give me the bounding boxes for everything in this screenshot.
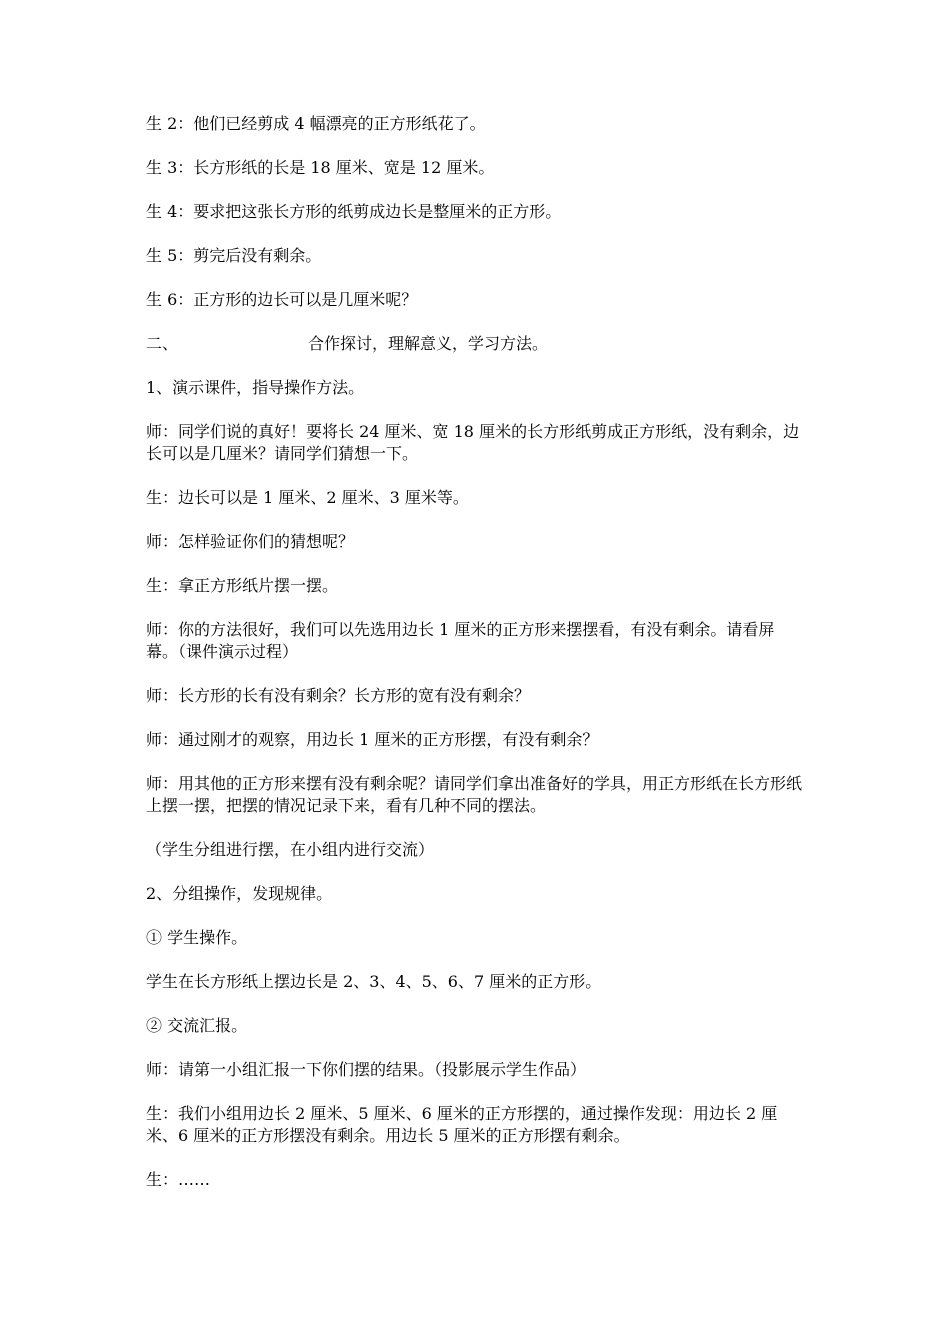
- paragraph: ① 学生操作。: [146, 928, 248, 947]
- paragraph: 生：我们小组用边长 2 厘米、5 厘米、6 厘米的正方形摆的，通过操作发现：用边长 2 厘米、6 厘米的正方形摆没有剩余。用边长 5 厘米的正方形摆有剩余。: [146, 1104, 778, 1145]
- document-body: [146, 113, 806, 1213]
- paragraph: 生 6：正方形的边长可以是几厘米呢？: [146, 290, 418, 309]
- paragraph: 生：拿正方形纸片摆一摆。: [146, 576, 339, 595]
- paragraph: 师：你的方法很好，我们可以先选用边长 1 厘米的正方形来摆摆看，有没有剩余。请看屏幕。（课件演示过程）: [146, 620, 775, 661]
- paragraph: 学生在长方形纸上摆边长是 2、3、4、5、6、7 厘米的正方形。: [146, 972, 602, 991]
- paragraph: 生 4：要求把这张长方形的纸剪成边长是整厘米的正方形。: [146, 202, 562, 221]
- paragraph: 师：用其他的正方形来摆有没有剩余呢？请同学们拿出准备好的学具，用正方形纸在长方形纸上摆一摆，把摆的情况记录下来，看有几种不同的摆法。: [146, 774, 803, 815]
- section-number: 二、: [146, 334, 179, 353]
- paragraph: 师：通过刚才的观察，用边长 1 厘米的正方形摆，有没有剩余？: [146, 730, 599, 749]
- section-heading: [146, 333, 806, 355]
- paragraph: 生：边长可以是 1 厘米、2 厘米、3 厘米等。: [146, 488, 469, 507]
- paragraph: 生 3：长方形纸的长是 18 厘米、宽是 12 厘米。: [146, 158, 495, 177]
- section-title: 合作探讨，理解意义，学习方法。: [308, 334, 549, 353]
- paragraph: ② 交流汇报。: [146, 1016, 248, 1035]
- paragraph: 生 2：他们已经剪成 4 幅漂亮的正方形纸花了。: [146, 114, 486, 133]
- paragraph: 1、演示课件，指导操作方法。: [146, 378, 365, 397]
- paragraph: 师：同学们说的真好！要将长 24 厘米、宽 18 厘米的长方形纸剪成正方形纸，没有剩余，边长可以是几厘米？请同学们猜想一下。: [146, 422, 800, 463]
- paragraph: 生：……: [146, 1170, 211, 1189]
- paragraph: 师：长方形的长有没有剩余？长方形的宽有没有剩余？: [146, 686, 531, 705]
- paragraph: 师：怎样验证你们的猜想呢？: [146, 532, 355, 551]
- paragraph: （学生分组进行摆，在小组内进行交流）: [146, 840, 435, 859]
- paragraph: 生 5：剪完后没有剩余。: [146, 246, 322, 265]
- paragraph: 2、分组操作，发现规律。: [146, 884, 333, 903]
- paragraph: 师：请第一小组汇报一下你们摆的结果。（投影展示学生作品）: [146, 1060, 587, 1079]
